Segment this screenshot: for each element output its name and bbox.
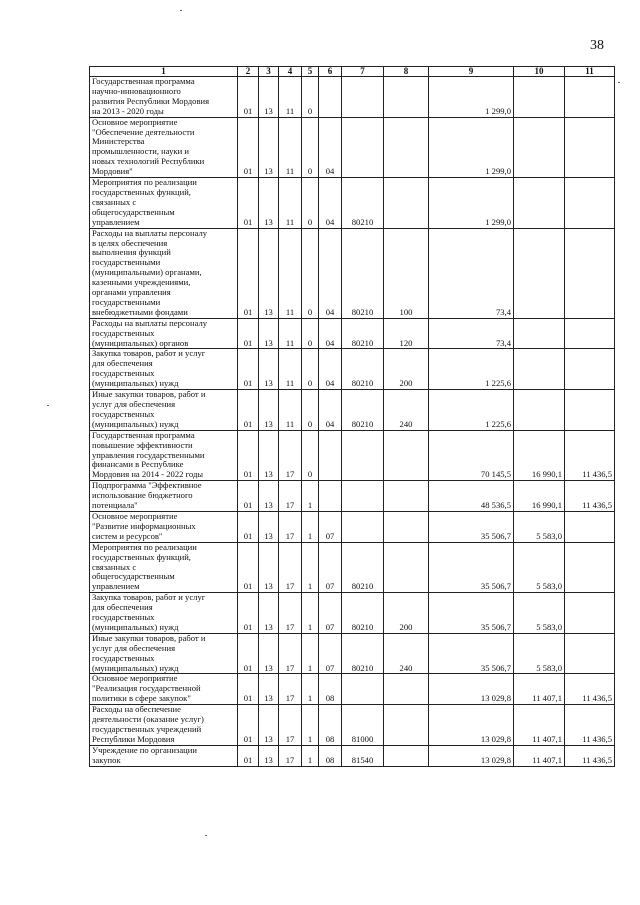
cell-col-9: 1 299,0 — [429, 77, 514, 118]
row-name: Закупка товаров, работ и услуг для обеспечения государственных (муниципальных) нужд — [90, 593, 238, 634]
cell-col-7 — [342, 511, 384, 542]
cell-col-2: 01 — [238, 481, 259, 512]
row-name: Государственная программа научно-инновационного развития Республики Мордовия на 2013 - 2020 годы — [90, 77, 238, 118]
cell-col-11 — [565, 542, 615, 593]
cell-col-7 — [342, 77, 384, 118]
cell-col-7: 80210 — [342, 228, 384, 318]
column-header: 8 — [384, 67, 429, 77]
cell-col-7: 80210 — [342, 633, 384, 674]
cell-col-3: 13 — [259, 117, 279, 177]
cell-col-6: 08 — [319, 705, 342, 746]
cell-col-4: 17 — [279, 633, 302, 674]
cell-col-11 — [565, 633, 615, 674]
cell-col-6: 04 — [319, 390, 342, 431]
table-row — [90, 318, 615, 349]
cell-col-10: 5 583,0 — [514, 511, 565, 542]
cell-col-10: 11 407,1 — [514, 674, 565, 705]
column-header: 4 — [279, 67, 302, 77]
cell-col-8: 200 — [384, 349, 429, 390]
scan-speck — [180, 10, 182, 11]
cell-col-7: 80210 — [342, 593, 384, 634]
cell-col-5: 1 — [302, 633, 319, 674]
table-row — [90, 178, 615, 229]
cell-col-7 — [342, 674, 384, 705]
cell-col-5: 0 — [302, 390, 319, 431]
cell-col-9: 48 536,5 — [429, 481, 514, 512]
budget-table — [89, 66, 615, 767]
cell-col-5: 1 — [302, 705, 319, 746]
scan-speck — [47, 405, 49, 406]
cell-col-11 — [565, 117, 615, 177]
cell-col-11 — [565, 349, 615, 390]
cell-col-11 — [565, 390, 615, 431]
cell-col-5: 1 — [302, 745, 319, 766]
cell-col-2: 01 — [238, 705, 259, 746]
cell-col-7 — [342, 430, 384, 481]
row-name: Основное мероприятие "Развитие информационных систем и ресурсов" — [90, 511, 238, 542]
cell-col-4: 11 — [279, 349, 302, 390]
cell-col-9: 70 145,5 — [429, 430, 514, 481]
cell-col-5: 0 — [302, 349, 319, 390]
row-name: Основное мероприятие "Реализация государственной политики в сфере закупок" — [90, 674, 238, 705]
cell-col-6: 04 — [319, 318, 342, 349]
cell-col-11 — [565, 511, 615, 542]
cell-col-4: 17 — [279, 674, 302, 705]
cell-col-11: 11 436,5 — [565, 430, 615, 481]
cell-col-2: 01 — [238, 542, 259, 593]
cell-col-3: 13 — [259, 430, 279, 481]
row-name: Государственная программа повышение эффективности управления государственными финансами в Республике Мордовия на 2014 - 2022 годы — [90, 430, 238, 481]
cell-col-11: 11 436,5 — [565, 674, 615, 705]
cell-col-10 — [514, 77, 565, 118]
cell-col-9: 73,4 — [429, 228, 514, 318]
cell-col-11: 11 436,5 — [565, 745, 615, 766]
cell-col-7: 80210 — [342, 390, 384, 431]
cell-col-4: 17 — [279, 542, 302, 593]
row-name: Закупка товаров, работ и услуг для обеспечения государственных (муниципальных) нужд — [90, 349, 238, 390]
cell-col-6: 04 — [319, 228, 342, 318]
cell-col-10 — [514, 349, 565, 390]
cell-col-11: 11 436,5 — [565, 481, 615, 512]
row-name: Мероприятия по реализации государственных функций, связанных с общегосударственным управлением — [90, 178, 238, 229]
cell-col-2: 01 — [238, 117, 259, 177]
cell-col-4: 17 — [279, 430, 302, 481]
cell-col-9: 1 225,6 — [429, 390, 514, 431]
cell-col-3: 13 — [259, 511, 279, 542]
cell-col-10: 16 990,1 — [514, 481, 565, 512]
cell-col-9: 73,4 — [429, 318, 514, 349]
cell-col-3: 13 — [259, 481, 279, 512]
cell-col-2: 01 — [238, 77, 259, 118]
cell-col-8: 200 — [384, 593, 429, 634]
cell-col-5: 0 — [302, 318, 319, 349]
column-header: 10 — [514, 67, 565, 77]
table-row — [90, 542, 615, 593]
page-number: 38 — [590, 38, 604, 53]
cell-col-9: 35 506,7 — [429, 511, 514, 542]
cell-col-4: 11 — [279, 77, 302, 118]
table-row — [90, 705, 615, 746]
cell-col-9: 1 299,0 — [429, 178, 514, 229]
cell-col-6: 07 — [319, 593, 342, 634]
cell-col-11 — [565, 228, 615, 318]
table-row — [90, 117, 615, 177]
cell-col-4: 11 — [279, 390, 302, 431]
cell-col-5: 0 — [302, 430, 319, 481]
cell-col-7: 80210 — [342, 542, 384, 593]
column-header: 9 — [429, 67, 514, 77]
cell-col-6: 04 — [319, 349, 342, 390]
cell-col-6: 04 — [319, 117, 342, 177]
cell-col-4: 11 — [279, 117, 302, 177]
row-name: Основное мероприятие "Обеспечение деятельности Министерства промышленности, науки и новых технологий Республики Мордовия" — [90, 117, 238, 177]
cell-col-11 — [565, 593, 615, 634]
cell-col-4: 17 — [279, 593, 302, 634]
cell-col-2: 01 — [238, 228, 259, 318]
column-header: 6 — [319, 67, 342, 77]
cell-col-7: 81000 — [342, 705, 384, 746]
cell-col-3: 13 — [259, 349, 279, 390]
cell-col-3: 13 — [259, 633, 279, 674]
cell-col-7: 80210 — [342, 178, 384, 229]
cell-col-8 — [384, 511, 429, 542]
cell-col-8: 120 — [384, 318, 429, 349]
row-name: Подпрограмма "Эффективное использование бюджетного потенциала" — [90, 481, 238, 512]
cell-col-10 — [514, 390, 565, 431]
cell-col-7 — [342, 481, 384, 512]
cell-col-10 — [514, 318, 565, 349]
cell-col-2: 01 — [238, 178, 259, 229]
cell-col-5: 1 — [302, 674, 319, 705]
cell-col-8: 240 — [384, 390, 429, 431]
cell-col-11 — [565, 77, 615, 118]
cell-col-3: 13 — [259, 390, 279, 431]
cell-col-7 — [342, 117, 384, 177]
table-header-row — [90, 67, 615, 77]
cell-col-11: 11 436,5 — [565, 705, 615, 746]
table-row — [90, 349, 615, 390]
cell-col-2: 01 — [238, 674, 259, 705]
cell-col-4: 17 — [279, 511, 302, 542]
cell-col-6 — [319, 481, 342, 512]
table-row — [90, 674, 615, 705]
cell-col-6: 08 — [319, 674, 342, 705]
cell-col-8 — [384, 178, 429, 229]
cell-col-3: 13 — [259, 178, 279, 229]
row-name: Расходы на выплаты персоналу в целях обеспечения выполнения функций государственными (муниципальными) органами, казенными учреждениями, органами управления государственными внебюджетными фондами — [90, 228, 238, 318]
cell-col-2: 01 — [238, 633, 259, 674]
cell-col-3: 13 — [259, 745, 279, 766]
cell-col-2: 01 — [238, 318, 259, 349]
cell-col-7: 80210 — [342, 349, 384, 390]
row-name: Расходы на обеспечение деятельности (оказание услуг) государственных учреждений Республики Мордовия — [90, 705, 238, 746]
table-row — [90, 511, 615, 542]
scan-speck — [618, 82, 620, 83]
row-name: Расходы на выплаты персоналу государственных (муниципальных) органов — [90, 318, 238, 349]
cell-col-9: 1 299,0 — [429, 117, 514, 177]
cell-col-6: 07 — [319, 511, 342, 542]
cell-col-5: 1 — [302, 593, 319, 634]
column-header: 2 — [238, 67, 259, 77]
cell-col-8 — [384, 705, 429, 746]
row-name: Мероприятия по реализации государственных функций, связанных с общегосударственным управлением — [90, 542, 238, 593]
column-header: 7 — [342, 67, 384, 77]
cell-col-3: 13 — [259, 542, 279, 593]
table-row — [90, 77, 615, 118]
cell-col-4: 17 — [279, 745, 302, 766]
cell-col-11 — [565, 178, 615, 229]
cell-col-10: 11 407,1 — [514, 745, 565, 766]
cell-col-5: 0 — [302, 117, 319, 177]
cell-col-3: 13 — [259, 674, 279, 705]
cell-col-8 — [384, 430, 429, 481]
cell-col-9: 35 506,7 — [429, 542, 514, 593]
cell-col-6: 04 — [319, 178, 342, 229]
cell-col-10: 5 583,0 — [514, 542, 565, 593]
cell-col-3: 13 — [259, 77, 279, 118]
table-row — [90, 228, 615, 318]
cell-col-2: 01 — [238, 593, 259, 634]
cell-col-4: 17 — [279, 481, 302, 512]
cell-col-6 — [319, 77, 342, 118]
cell-col-9: 35 506,7 — [429, 593, 514, 634]
table-row — [90, 481, 615, 512]
cell-col-8: 240 — [384, 633, 429, 674]
cell-col-7: 81540 — [342, 745, 384, 766]
cell-col-3: 13 — [259, 593, 279, 634]
column-header: 11 — [565, 67, 615, 77]
cell-col-8 — [384, 542, 429, 593]
cell-col-5: 0 — [302, 228, 319, 318]
cell-col-6: 07 — [319, 633, 342, 674]
cell-col-9: 13 029,8 — [429, 674, 514, 705]
cell-col-10: 5 583,0 — [514, 593, 565, 634]
cell-col-8 — [384, 117, 429, 177]
cell-col-5: 0 — [302, 77, 319, 118]
scan-speck — [205, 835, 207, 836]
cell-col-8: 100 — [384, 228, 429, 318]
row-name: Учреждение по организации закупок — [90, 745, 238, 766]
cell-col-2: 01 — [238, 390, 259, 431]
cell-col-5: 1 — [302, 511, 319, 542]
column-header: 3 — [259, 67, 279, 77]
cell-col-5: 0 — [302, 178, 319, 229]
cell-col-8 — [384, 481, 429, 512]
cell-col-2: 01 — [238, 745, 259, 766]
cell-col-4: 11 — [279, 178, 302, 229]
cell-col-6: 07 — [319, 542, 342, 593]
cell-col-10 — [514, 228, 565, 318]
cell-col-10: 11 407,1 — [514, 705, 565, 746]
table-row — [90, 745, 615, 766]
cell-col-8 — [384, 745, 429, 766]
cell-col-3: 13 — [259, 228, 279, 318]
cell-col-9: 1 225,6 — [429, 349, 514, 390]
cell-col-2: 01 — [238, 349, 259, 390]
cell-col-2: 01 — [238, 511, 259, 542]
cell-col-6 — [319, 430, 342, 481]
cell-col-8 — [384, 77, 429, 118]
cell-col-8 — [384, 674, 429, 705]
cell-col-3: 13 — [259, 318, 279, 349]
cell-col-4: 11 — [279, 228, 302, 318]
cell-col-4: 17 — [279, 705, 302, 746]
cell-col-6: 08 — [319, 745, 342, 766]
table-row — [90, 633, 615, 674]
cell-col-2: 01 — [238, 430, 259, 481]
cell-col-3: 13 — [259, 705, 279, 746]
cell-col-5: 1 — [302, 481, 319, 512]
cell-col-9: 13 029,8 — [429, 705, 514, 746]
cell-col-10 — [514, 178, 565, 229]
cell-col-9: 13 029,8 — [429, 745, 514, 766]
row-name: Иные закупки товаров, работ и услуг для обеспечения государственных (муниципальных) нужд — [90, 633, 238, 674]
column-header: 1 — [90, 67, 238, 77]
cell-col-9: 35 506,7 — [429, 633, 514, 674]
cell-col-10: 16 990,1 — [514, 430, 565, 481]
table-row — [90, 430, 615, 481]
cell-col-10: 5 583,0 — [514, 633, 565, 674]
cell-col-7: 80210 — [342, 318, 384, 349]
row-name: Иные закупки товаров, работ и услуг для обеспечения государственных (муниципальных) нужд — [90, 390, 238, 431]
cell-col-11 — [565, 318, 615, 349]
cell-col-4: 11 — [279, 318, 302, 349]
table-row — [90, 593, 615, 634]
table-row — [90, 390, 615, 431]
cell-col-10 — [514, 117, 565, 177]
column-header: 5 — [302, 67, 319, 77]
cell-col-5: 1 — [302, 542, 319, 593]
